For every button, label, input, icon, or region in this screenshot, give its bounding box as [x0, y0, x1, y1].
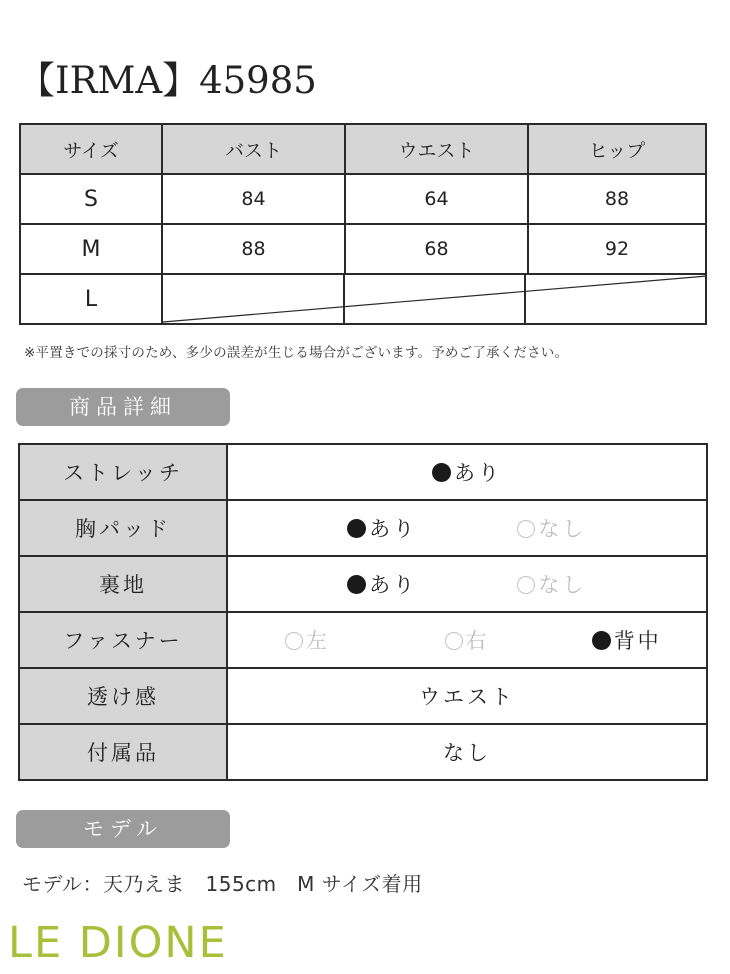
- sheer-value: ウエスト: [227, 668, 707, 724]
- empty-circle-icon: [517, 520, 535, 538]
- table-row: [20, 224, 706, 274]
- size-table: [19, 123, 707, 325]
- option-text: あり: [369, 517, 418, 541]
- table-row: [19, 668, 707, 724]
- bust-m: 88: [162, 224, 345, 274]
- table-row: [20, 274, 706, 324]
- size-s: S: [20, 174, 162, 224]
- size-l-empty-cell: [162, 274, 706, 324]
- hip-m: 92: [528, 224, 706, 274]
- model-info: モデル：天乃えま 155cm M サイズ着用: [22, 872, 423, 896]
- bust-pad-value: [227, 500, 707, 556]
- accessories-label: 付属品: [19, 724, 227, 780]
- lining-option-yes: [302, 569, 462, 599]
- option-text: なし: [538, 573, 587, 597]
- sheer-label: 透け感: [19, 668, 227, 724]
- option-text: なし: [538, 517, 587, 541]
- brand-logo: LE DIONE: [8, 918, 228, 968]
- details-heading: 商品詳細: [16, 388, 230, 426]
- stretch-option-yes: [432, 457, 502, 487]
- option-text: 左: [305, 629, 330, 653]
- fastener-option-left: [232, 625, 382, 655]
- size-table-header: [20, 124, 706, 174]
- diagonal-strike-line: [163, 275, 707, 323]
- header-waist: ウエスト: [345, 124, 528, 174]
- fastener-value: [227, 612, 707, 668]
- option-text: あり: [454, 461, 502, 485]
- option-text: あり: [369, 573, 418, 597]
- table-row: [19, 444, 707, 500]
- fastener-option-right: [392, 625, 542, 655]
- bust-s: 84: [162, 174, 345, 224]
- size-m: M: [20, 224, 162, 274]
- bust-pad-label: 胸パッド: [19, 500, 227, 556]
- table-row: [19, 500, 707, 556]
- model-heading: モデル: [16, 810, 230, 848]
- stretch-value: [227, 444, 707, 500]
- waist-m: 68: [345, 224, 528, 274]
- table-row: [20, 174, 706, 224]
- header-bust: バスト: [162, 124, 345, 174]
- fastener-option-back: [552, 625, 702, 655]
- filled-circle-icon: [432, 463, 451, 482]
- fastener-label: ファスナー: [19, 612, 227, 668]
- stretch-label: ストレッチ: [19, 444, 227, 500]
- details-table: [18, 443, 708, 781]
- table-row: [19, 724, 707, 780]
- header-hip: ヒップ: [528, 124, 706, 174]
- empty-circle-icon: [517, 576, 535, 594]
- size-l: L: [20, 274, 162, 324]
- lining-label: 裏地: [19, 556, 227, 612]
- accessories-value: なし: [227, 724, 707, 780]
- hip-s: 88: [528, 174, 706, 224]
- header-size: サイズ: [20, 124, 162, 174]
- empty-circle-icon: [445, 632, 463, 650]
- filled-circle-icon: [347, 519, 366, 538]
- bust-pad-option-yes: [302, 513, 462, 543]
- lining-option-no: [472, 569, 632, 599]
- lining-value: [227, 556, 707, 612]
- option-text: 背中: [613, 629, 662, 653]
- table-row: [19, 612, 707, 668]
- waist-s: 64: [345, 174, 528, 224]
- option-text: 右: [465, 629, 490, 653]
- product-title: 【IRMA】45985: [18, 59, 317, 102]
- table-row: [19, 556, 707, 612]
- measurement-note: ※平置きでの採寸のため、多少の誤差が生じる場合がございます。予めご了承ください。: [24, 345, 569, 361]
- filled-circle-icon: [592, 631, 611, 650]
- bust-pad-option-no: [472, 513, 632, 543]
- filled-circle-icon: [347, 575, 366, 594]
- empty-circle-icon: [285, 632, 303, 650]
